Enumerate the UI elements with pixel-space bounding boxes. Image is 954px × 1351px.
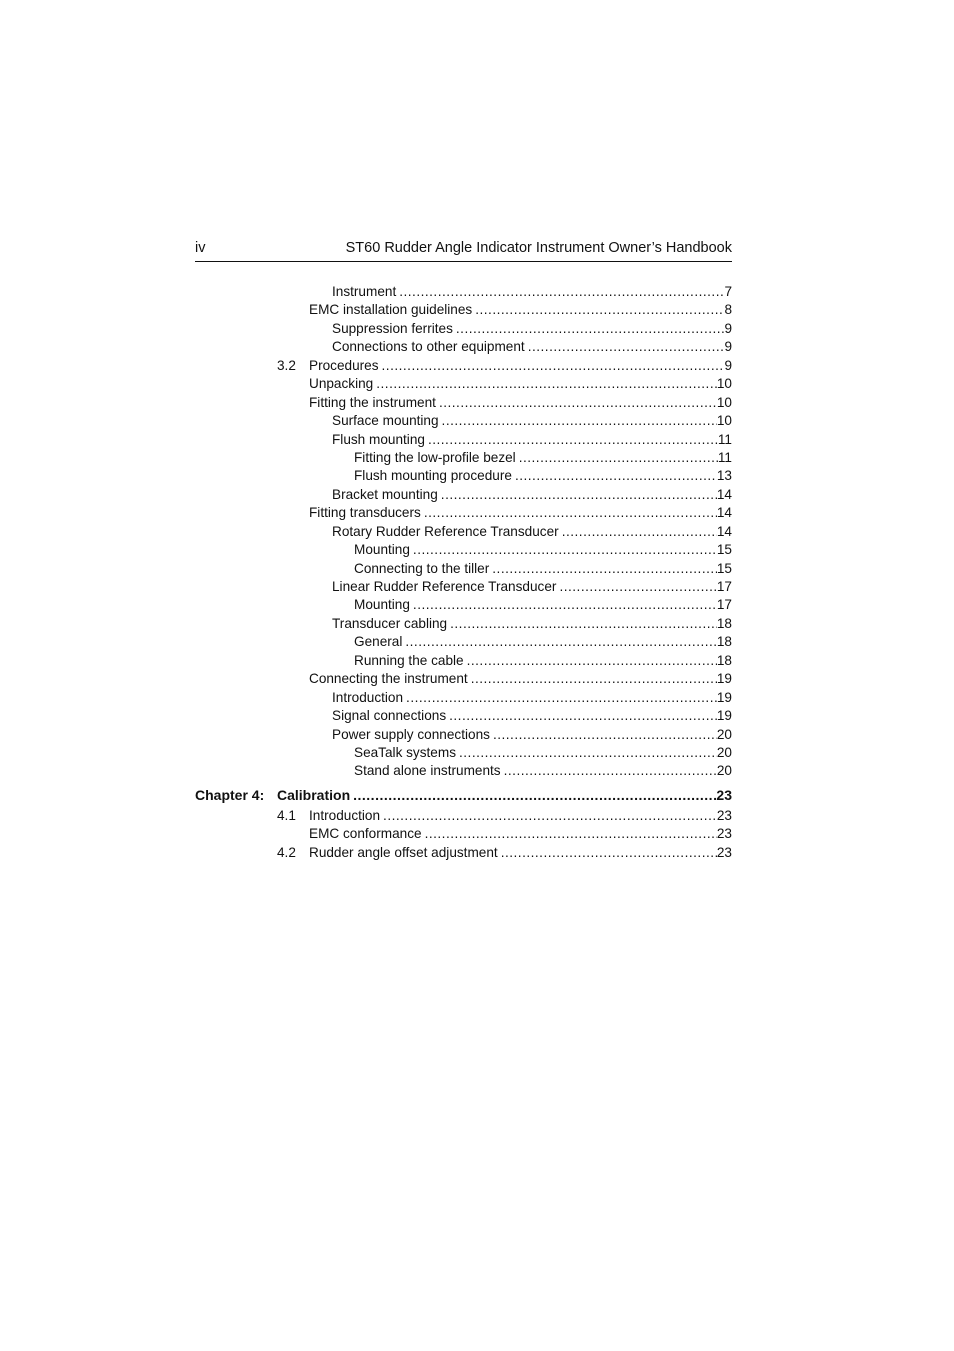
- dot-leader: [413, 596, 717, 614]
- toc-entry-line: [309, 807, 732, 825]
- toc-entry-page: 20: [716, 763, 732, 779]
- toc-entry-title: Fitting the low-profile bezel: [354, 449, 516, 465]
- toc-entry-number: Chapter 4:: [195, 786, 265, 803]
- document-title: ST60 Rudder Angle Indicator Instrument Owner’s Handbook: [345, 240, 732, 256]
- toc-entry-title: Introduction: [309, 807, 381, 823]
- toc-entry-page: 20: [716, 744, 732, 760]
- toc-entry-title: Rotary Rudder Reference Transducer: [332, 523, 559, 539]
- toc-entry[interactable]: [195, 394, 732, 412]
- toc-entry-page: 19: [716, 708, 732, 724]
- toc-entry[interactable]: [195, 807, 732, 825]
- toc-entry[interactable]: [195, 467, 732, 485]
- toc-entry[interactable]: [195, 670, 732, 688]
- toc-entry[interactable]: [195, 357, 732, 375]
- toc-entry-page: 19: [716, 671, 732, 687]
- toc-entry[interactable]: [195, 301, 732, 319]
- toc-entry-title: Bracket mounting: [332, 486, 438, 502]
- toc-entry-page: 10: [716, 413, 732, 429]
- toc-entry[interactable]: [195, 707, 732, 725]
- toc-entry-title: SeaTalk systems: [354, 744, 456, 760]
- toc-chapter-entry[interactable]: [195, 783, 732, 807]
- toc-entry[interactable]: [195, 486, 732, 504]
- toc-entry-page: 11: [717, 449, 732, 465]
- dot-leader: [562, 523, 717, 541]
- toc-entry-line: [277, 783, 732, 807]
- toc-entry-page: 10: [716, 394, 732, 410]
- toc-entry[interactable]: [195, 689, 732, 707]
- toc-entry-number: 3.2: [277, 357, 296, 373]
- toc-entry-title: Fitting transducers: [309, 505, 421, 521]
- toc-entry-line: [332, 615, 732, 633]
- toc-entry[interactable]: [195, 320, 732, 338]
- toc-entry-title: Power supply connections: [332, 726, 490, 742]
- toc-entry-title: Procedures: [309, 357, 379, 373]
- toc-entry-line: [332, 338, 732, 356]
- toc-entry-title: Connecting the instrument: [309, 671, 468, 687]
- dot-leader: [519, 449, 718, 467]
- toc-entry-line: [309, 825, 732, 843]
- toc-entry-line: [309, 394, 732, 412]
- toc-entry-page: 9: [724, 320, 732, 336]
- toc-entry[interactable]: [195, 744, 732, 762]
- dot-leader: [442, 412, 717, 430]
- toc-entry-page: 14: [716, 505, 732, 521]
- dot-leader: [405, 633, 717, 651]
- toc-entry-line: [309, 844, 732, 862]
- toc-entry-number: 4.2: [277, 844, 296, 860]
- dot-leader: [450, 615, 717, 633]
- toc-entry-page: 17: [716, 597, 732, 613]
- toc-entry-page: 13: [716, 468, 732, 484]
- toc-entry-line: [309, 375, 732, 393]
- toc-entry-line: [354, 596, 732, 614]
- dot-leader: [528, 338, 725, 356]
- dot-leader: [449, 707, 717, 725]
- toc-entry-title: Mounting: [354, 597, 410, 613]
- toc-entry-line: [354, 762, 732, 780]
- toc-entry[interactable]: [195, 412, 732, 430]
- toc-entry[interactable]: [195, 504, 732, 522]
- toc-entry[interactable]: [195, 449, 732, 467]
- toc-entry-title: General: [354, 634, 403, 650]
- toc-entry-title: Suppression ferrites: [332, 320, 453, 336]
- toc-entry-page: 14: [716, 523, 732, 539]
- toc-entry[interactable]: [195, 375, 732, 393]
- toc-entry[interactable]: [195, 431, 732, 449]
- toc-entry-page: 17: [716, 579, 732, 594]
- dot-leader: [413, 541, 717, 559]
- toc-entry-title: Unpacking: [309, 376, 374, 392]
- toc-entry-title: Linear Rudder Reference Transducer: [332, 579, 557, 594]
- toc-entry-title: Mounting: [354, 542, 410, 558]
- toc-entry[interactable]: [195, 825, 732, 843]
- toc-entry-page: 18: [716, 615, 732, 631]
- toc-entry[interactable]: [195, 726, 732, 744]
- toc-entry-line: [354, 449, 732, 467]
- toc-entry-line: [354, 467, 732, 485]
- toc-entry[interactable]: [195, 578, 732, 596]
- dot-leader: [492, 560, 717, 578]
- page-header: [195, 236, 732, 262]
- table-of-contents: [195, 283, 732, 862]
- toc-entry-title: EMC installation guidelines: [309, 302, 473, 318]
- toc-entry-line: [332, 486, 732, 504]
- toc-entry-page: 19: [716, 689, 732, 705]
- toc-entry-line: [332, 283, 732, 301]
- toc-entry-page: 14: [716, 486, 732, 502]
- toc-entry-title: Calibration: [277, 786, 351, 803]
- dot-leader: [441, 486, 717, 504]
- dot-leader: [493, 726, 717, 744]
- toc-entry[interactable]: [195, 541, 732, 559]
- toc-entry-line: [332, 412, 732, 430]
- dot-leader: [504, 762, 717, 780]
- toc-entry-page: 15: [716, 560, 732, 576]
- toc-entry-line: [309, 357, 732, 375]
- dot-leader: [475, 301, 724, 319]
- toc-entry[interactable]: [195, 560, 732, 578]
- dot-leader: [439, 394, 717, 412]
- toc-entry-title: Connections to other equipment: [332, 339, 525, 355]
- toc-entry-line: [309, 301, 732, 319]
- toc-entry-page: 20: [716, 726, 732, 742]
- dot-leader: [425, 825, 717, 843]
- toc-entry-line: [332, 523, 732, 541]
- toc-entry-line: [332, 689, 732, 707]
- toc-entry-title: Connecting to the tiller: [354, 560, 490, 576]
- toc-entry-line: [354, 652, 732, 670]
- toc-entry-number: 4.1: [277, 807, 296, 823]
- toc-entry-page: 23: [716, 807, 732, 823]
- toc-entry-title: Flush mounting: [332, 431, 425, 447]
- toc-entry[interactable]: [195, 338, 732, 356]
- toc-entry-page: 23: [716, 786, 732, 803]
- dot-leader: [353, 783, 716, 807]
- toc-entry-line: [309, 504, 732, 522]
- toc-entry-page: 11: [717, 431, 732, 447]
- toc-entry-page: 9: [724, 357, 732, 373]
- toc-entry[interactable]: [195, 596, 732, 614]
- toc-entry[interactable]: [195, 283, 732, 301]
- toc-entry-title: Introduction: [332, 689, 404, 705]
- dot-leader: [428, 431, 718, 449]
- dot-leader: [471, 670, 717, 688]
- toc-entry-page: 9: [724, 339, 732, 355]
- dot-leader: [406, 689, 717, 707]
- toc-entry[interactable]: [195, 652, 732, 670]
- toc-entry-title: EMC conformance: [309, 826, 422, 842]
- dot-leader: [383, 807, 717, 825]
- toc-entry-title: Rudder angle offset adjustment: [309, 844, 498, 860]
- toc-entry-line: [332, 431, 732, 449]
- toc-entry-title: Transducer cabling: [332, 615, 448, 631]
- toc-entry[interactable]: [195, 523, 732, 541]
- toc-entry-line: [354, 541, 732, 559]
- toc-entry-line: [354, 560, 732, 578]
- dot-leader: [399, 283, 724, 301]
- toc-entry-line: [332, 707, 732, 725]
- toc-entry-line: [354, 744, 732, 762]
- toc-entry-page: 15: [716, 542, 732, 558]
- toc-entry-title: Running the cable: [354, 652, 464, 668]
- dot-leader: [376, 375, 717, 393]
- page-number: iv: [195, 240, 206, 256]
- toc-entry-page: 18: [716, 652, 732, 668]
- toc-entry-title: Stand alone instruments: [354, 763, 501, 779]
- toc-entry-page: 8: [724, 302, 732, 318]
- dot-leader: [467, 652, 717, 670]
- toc-entry-title: Fitting the instrument: [309, 394, 436, 410]
- toc-entry[interactable]: [195, 844, 732, 862]
- toc-entry-title: Instrument: [332, 284, 397, 299]
- toc-entry-line: [354, 633, 732, 651]
- dot-leader: [382, 357, 725, 375]
- toc-entry-page: 7: [724, 284, 732, 299]
- toc-entry-line: [309, 670, 732, 688]
- dot-leader: [424, 504, 717, 522]
- toc-entry-line: [332, 726, 732, 744]
- toc-entry-page: 23: [716, 826, 732, 842]
- dot-leader: [456, 320, 725, 338]
- toc-entry-title: Signal connections: [332, 708, 447, 724]
- dot-leader: [459, 744, 717, 762]
- toc-entry-page: 23: [716, 844, 732, 860]
- toc-entry[interactable]: [195, 762, 732, 780]
- dot-leader: [501, 844, 717, 862]
- toc-entry[interactable]: [195, 633, 732, 651]
- toc-entry[interactable]: [195, 615, 732, 633]
- toc-entry-page: 10: [716, 376, 732, 392]
- dot-leader: [559, 578, 716, 596]
- toc-entry-line: [332, 320, 732, 338]
- toc-entry-title: Surface mounting: [332, 413, 439, 429]
- toc-entry-page: 18: [716, 634, 732, 650]
- dot-leader: [515, 467, 717, 485]
- toc-entry-line: [332, 578, 732, 596]
- toc-entry-title: Flush mounting procedure: [354, 468, 512, 484]
